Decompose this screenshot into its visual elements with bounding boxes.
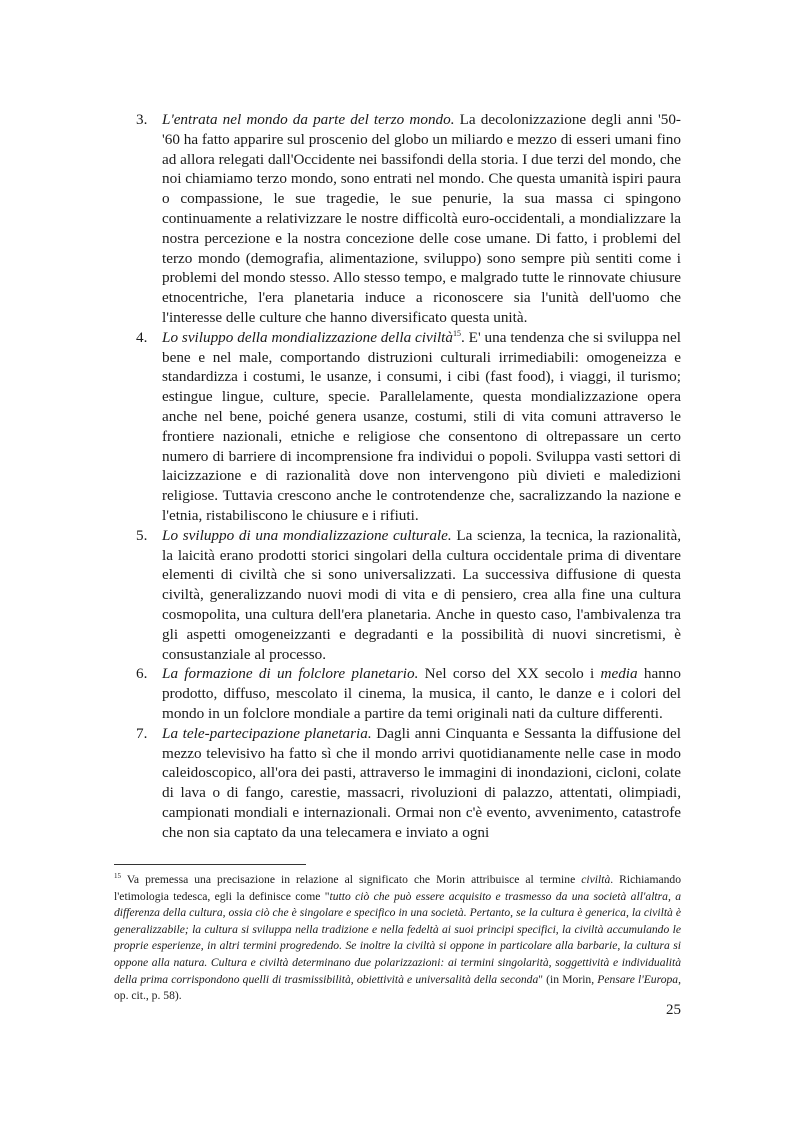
list-item-7: [136, 724, 681, 843]
item-number: 3.: [136, 111, 148, 128]
page-number: 25: [666, 1002, 681, 1018]
footnote-text: " (in Morin,: [538, 972, 598, 986]
item-title: Lo sviluppo della mondializzazione della civiltà: [162, 328, 453, 346]
footnote-reference[interactable]: 15: [453, 328, 461, 338]
item-title: Lo sviluppo di una mondializzazione culturale.: [162, 526, 452, 544]
footnote-text: Va premessa una precisazione in relazione al significato che Morin attribuisce al termine: [121, 873, 582, 886]
item-text: hanno prodotto, diffuso, mescolato il cinema, la musica, il canto, le danze e i colori del mondo in un folclore mondiale a partire da temi originali nati da culture differenti.: [162, 665, 681, 722]
item-title: L'entrata nel mondo da parte del terzo mondo.: [162, 111, 455, 128]
item-title: La formazione di un folclore planetario.: [162, 665, 419, 683]
item-number: 7.: [136, 724, 148, 742]
item-number: 6.: [136, 665, 148, 683]
list-item-5: [136, 526, 681, 665]
footnote-text: , op. cit., p. 58).: [114, 972, 681, 1003]
footnote-book-title: Pensare l'Europa: [597, 972, 679, 986]
item-emphasis: media: [600, 665, 638, 683]
item-text: . E' una tendenza che si sviluppa nel bene e nel male, comportando distruzioni culturali irrimediabili: omogeneizza e standardizza i costumi, le usanze, i consumi, i cibi (fast food), i viaggi, il turismo; estingue lingue, culture, specie. Parallelamente, questa mondializzazione opera anche nel bene, poiché genera usanze, costumi, stili di vita comuni attraverso le frontiere nazionali, etniche e religiose che consentono di oltrepassare un certo numero di barriere di incomprensione fra individui o popoli. Sviluppa vasti settori di laicizzazione e di razionalità dove non intervengono più divieti e maledizioni religiose. Tuttavia crescono anche le controtendenze che, sacralizzando la nazione e l'etnia, ristabiliscono le chiusure e i rifiuti.: [162, 328, 681, 524]
list-item-6: [136, 664, 681, 723]
item-number: 5.: [136, 526, 148, 544]
item-text: La decolonizzazione degli anni '50-'60 ha fatto apparire sul proscenio del globo un miliardo e mezzo di esseri umani fino ad allora relegati dall'Occidente nei bassifondi della storia. I due terzi del mondo, che noi chiamiamo terzo mondo, sono entrati nel mondo. Che questa umanità ispiri paura o compassione, le sue tragedie, le sue penurie, la sua massa ci spingono continuamente a relativizzare le nostre difficoltà euro-occidentali, a mondializzare la nostra percezione e la nostra concezione delle cose umane. Di fatto, i problemi del terzo mondo (demografia, alimentazione, sviluppo) sono sempre più sentiti come i problemi del mondo stesso. Allo stesso tempo, e malgrado tutte le rinnovate chiusure etnocentriche, l'era planetaria induce a riconoscere sia l'unità dell'uomo che l'interesse delle culture che hanno diversificato questa unità.: [162, 111, 681, 326]
footnote: [114, 872, 681, 1005]
item-text: La scienza, la tecnica, la razionalità, la laicità erano prodotti storici singolari della cultura occidentale prima di diventare elementi di civiltà che si sono universalizzati. La successiva diffusione di questa civiltà, generalizzando nuovi modi di vita e di pensiero, crea alla fine una cultura cosmopolita, una cultura dell'era planetaria. Anche in questo caso, l'ambivalenza tra gli aspetti omogeneizzanti e degradanti e la possibilità di nuovi sincretismi, è consustanziale al processo.: [162, 526, 681, 663]
footnote-number: 15: [114, 872, 121, 880]
footnote-separator: [114, 864, 306, 865]
item-number: 4.: [136, 328, 148, 346]
footnote-quote: tutto ciò che può essere acquisito e trasmesso da una società all'altra, a differenza della cultura, ossia ciò che è singolare e specifico in una società. Pertanto, se la cultura è generica, la civiltà è generalizzabile; la cultura si sviluppa nella tradizione e nella fedeltà ai suoi principi specifici, la civiltà accumulando le proprie esperienze, in altri termini progredendo. Se inoltre la civiltà si oppone in particolare alla barbarie, la cultura si oppone alla natura. Cultura e civiltà determinano due polarizzazioni: ai termini singolarità, soggettività e individualità della prima corrispondono quelli di trasmissibilità, obiettività e universalità della seconda: [114, 889, 681, 986]
item-text: Nel corso del XX secolo i: [418, 665, 601, 683]
list-item-4: [136, 328, 681, 526]
item-text: Dagli anni Cinquanta e Sessanta la diffusione del mezzo televisivo ha fatto sì che il mondo arrivi quotidianamente nelle case in modo caleidoscopico, all'ora dei pasti, attraverso le immagini di inondazioni, cicloni, colate di lava o di fango, carestie, massacri, rivoluzioni di palazzo, attentati, olimpiadi, campionati mondiali e internazionali. Ormai non c'è evento, avvenimento, catastrofe che non sia captato da una telecamera e inviato a ogni: [162, 724, 681, 841]
item-title: La tele-partecipazione planetaria.: [162, 724, 372, 742]
list-item-3: [136, 110, 681, 328]
footnote-text: . Richiamando l'etimologia tedesca, egli la definisce come ": [114, 873, 682, 903]
numbered-list: [136, 110, 681, 842]
footnote-term: civiltà: [581, 873, 611, 886]
